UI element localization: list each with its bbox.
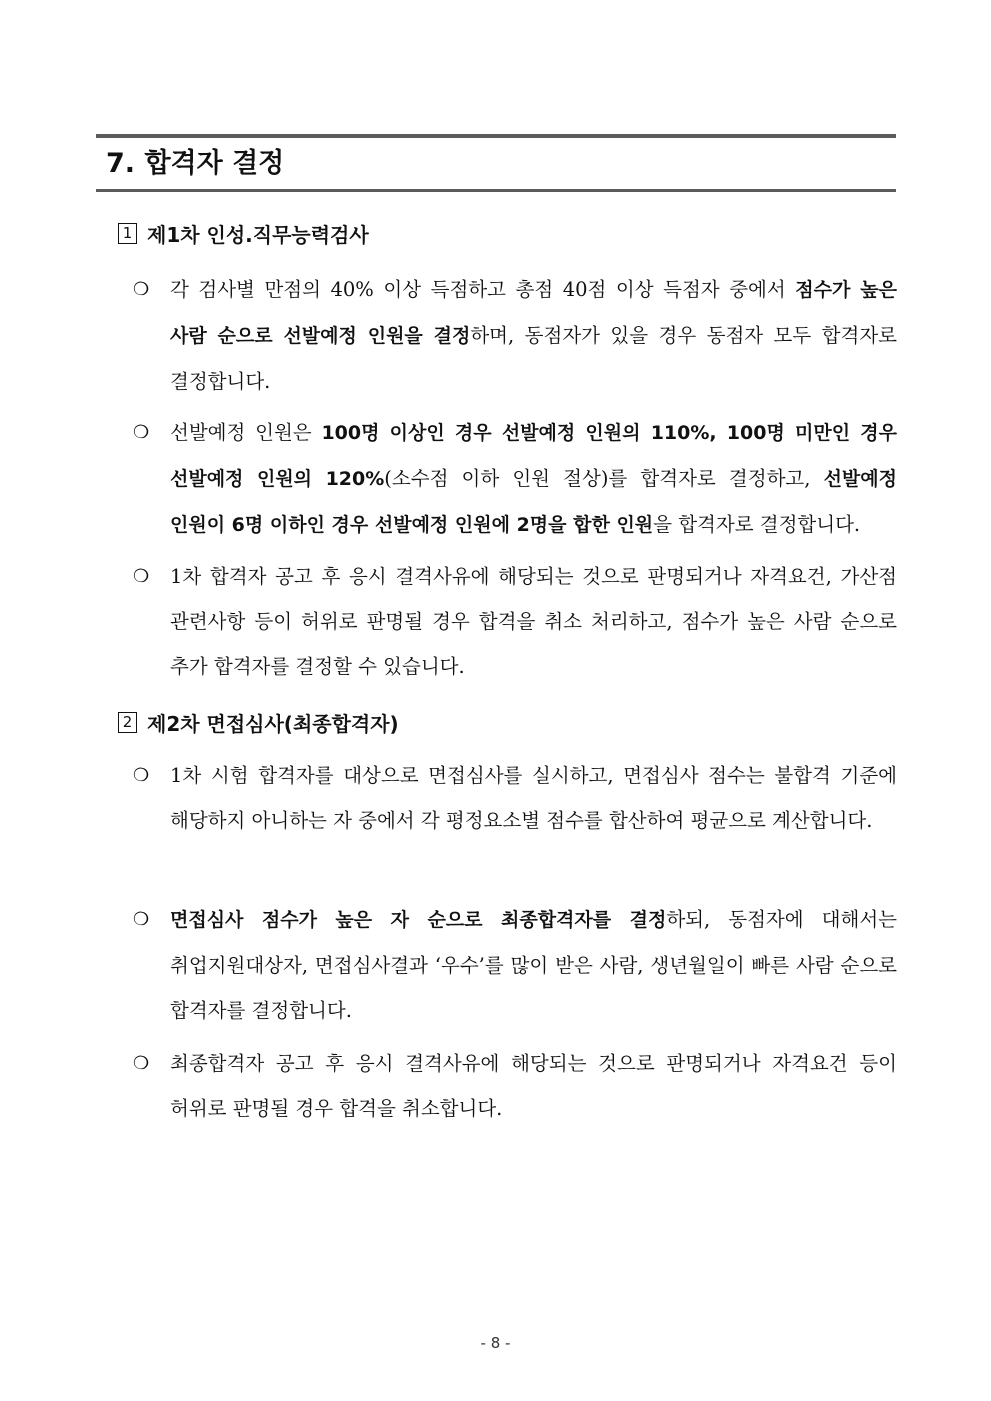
item-text: 최종합격자 공고 후 응시 결격사유에 해당되는 것으로 판명되거나 자격요건 등이 허위로 판명될 경우 합격을 취소합니다. [170, 1052, 897, 1120]
section-header [96, 134, 896, 192]
subsection-number-box: 2 [118, 712, 137, 733]
item-text: 1차 합격자 공고 후 응시 결격사유에 해당되는 것으로 판명되거나 자격요건, 가산점 관련사항 등이 허위로 판명될 경우 합격을 취소 처리하고, 점수가 높은 사람 순으로 추가 합격자를 결정할 수 있습니다. [170, 565, 897, 678]
circle-bullet-icon: ❍ [133, 765, 150, 786]
list-item [133, 753, 897, 843]
list-item [133, 1041, 897, 1131]
list-item [133, 897, 897, 1033]
circle-bullet-icon: ❍ [133, 279, 150, 300]
list-item [133, 554, 897, 689]
page-number: - 8 - [480, 1334, 511, 1352]
item-text: 각 검사별 만점의 40% 이상 득점하고 총점 40점 이상 득점자 중에서 점수가 높은 사람 순으로 선발예정 인원을 결정하며, 동점자가 있을 경우 동점자 모두 합격자로 결정합니다. [170, 278, 898, 393]
header-rule-bottom [96, 189, 896, 192]
subsection-1-heading [118, 219, 369, 248]
subsection-title: 제1차 인성.직무능력검사 [147, 223, 369, 247]
list-item [133, 267, 897, 404]
item-text: 선발예정 인원은 100명 이상인 경우 선발예정 인원의 110%, 100명 미만인 경우 선발예정 인원의 120%(소수점 이하 인원 절상)를 합격자로 결정하고, 선발예정 인원이 6명 이하인 경우 선발예정 인원에 2명을 합한 인원을 합격자로 결정합니다. [170, 421, 897, 536]
item-text: 1차 시험 합격자를 대상으로 면접심사를 실시하고, 면접심사 점수는 불합격 기준에 해당하지 아니하는 자 중에서 각 평정요소별 점수를 합산하여 평균으로 계산합니다. [170, 764, 897, 832]
circle-bullet-icon: ❍ [133, 909, 150, 930]
circle-bullet-icon: ❍ [133, 422, 150, 443]
subsection-title: 제2차 면접심사(최종합격자) [147, 712, 399, 736]
subsection-number-box: 1 [118, 223, 137, 244]
item-text: 면접심사 점수가 높은 자 순으로 최종합격자를 결정하되, 동점자에 대해서는 취업지원대상자, 면접심사결과 ‘우수’를 많이 받은 사람, 생년월일이 빠른 사람 순으로 합격자를 결정합니다. [170, 908, 898, 1022]
section-title: 7. 합격자 결정 [106, 148, 285, 179]
circle-bullet-icon: ❍ [133, 566, 150, 587]
circle-bullet-icon: ❍ [133, 1053, 150, 1074]
subsection-2-heading [118, 708, 399, 737]
list-item [133, 410, 897, 548]
